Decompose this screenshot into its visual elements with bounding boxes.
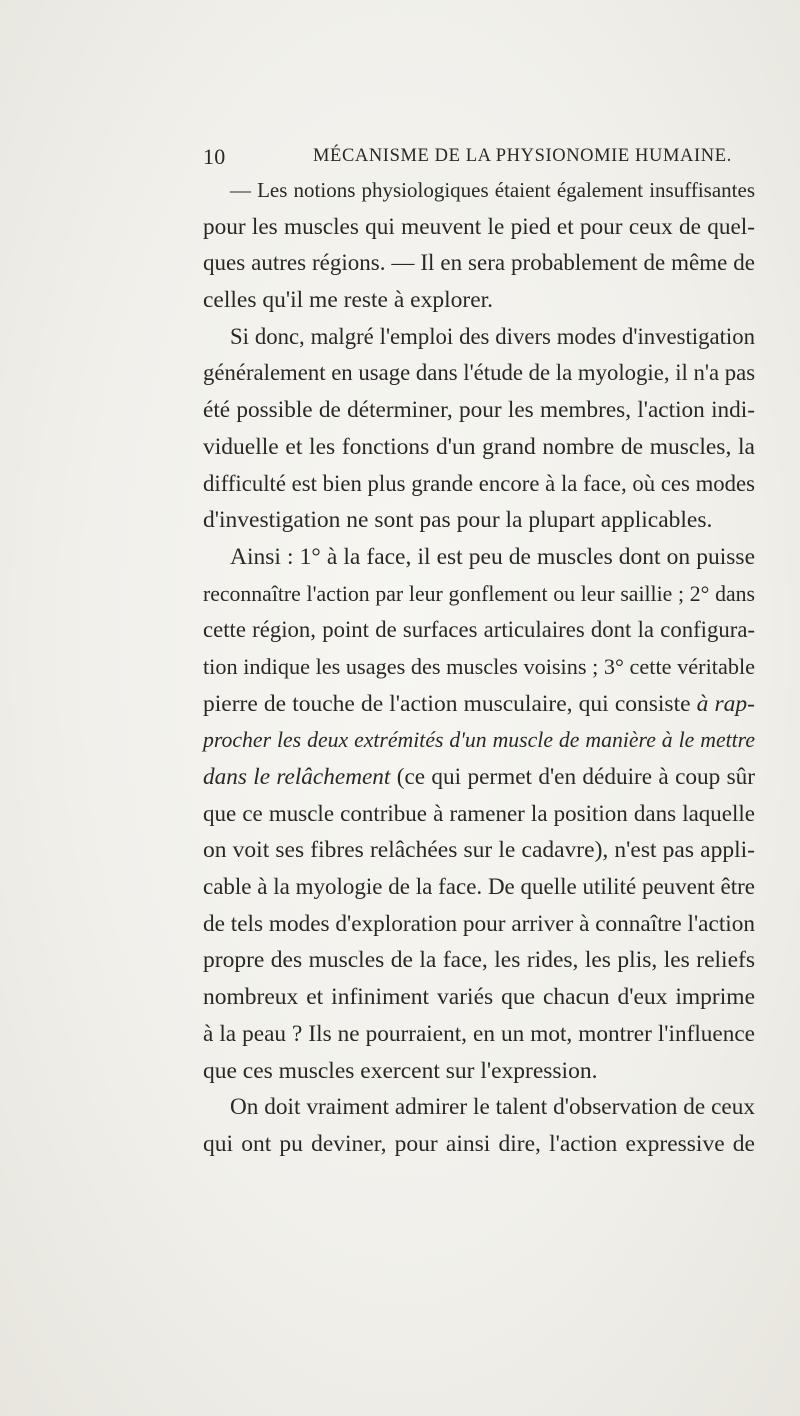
- text-line: nombreux et infiniment variés que chacun d'eux imprime: [203, 984, 755, 1011]
- text-line: Ainsi : 1° à la face, il est peu de muscles dont on puisse: [230, 543, 755, 570]
- text-line: que ces muscles exercent sur l'expression.: [203, 1057, 598, 1084]
- text-line: ques autres régions. — Il en sera probablement de même de: [203, 250, 755, 276]
- page-header: [203, 140, 755, 170]
- running-title: MÉCANISME DE LA PHYSIONOMIE HUMAINE.: [313, 146, 732, 166]
- text-line: [203, 686, 755, 723]
- text-line-roman: (ce qui permet d'en déduire à coup sûr: [396, 764, 756, 790]
- text-line: cable à la myologie de la face. De quelle utilité peuvent être: [203, 874, 755, 900]
- text-line: difficulté est bien plus grande encore à la face, où ces modes: [203, 470, 755, 496]
- text-line: été possible de déterminer, pour les membres, l'action indi-: [203, 397, 755, 424]
- text-line: que ce muscle contribue à ramener la position dans laquelle: [203, 800, 755, 826]
- text-line: à la peau ? Ils ne pourraient, en un mot, montrer l'influence: [203, 1020, 755, 1047]
- body-text: [203, 172, 755, 1163]
- text-line-italic: procher les deux extrémités d'un muscle de manière à le mettre: [203, 728, 755, 753]
- text-line-italic: à rap-: [696, 690, 755, 717]
- text-line: qui ont pu deviner, pour ainsi dire, l'action expressive de: [203, 1130, 755, 1157]
- text-line: d'investigation ne sont pas pour la plupart applicables.: [203, 507, 713, 534]
- text-line: généralement en usage dans l'étude de la myologie, il n'a pas: [203, 360, 756, 386]
- text-line: On doit vraiment admirer le talent d'observation de ceux: [230, 1094, 755, 1121]
- text-line: on voit ses fibres relâchées sur le cadavre), n'est pas appli-: [203, 837, 755, 864]
- text-line: reconnaître l'action par leur gonflement ou leur saillie ; 2° dans: [203, 581, 755, 606]
- text-line-roman: pierre de touche de l'action musculaire, qui consiste: [203, 690, 691, 717]
- text-line: viduelle et les fonctions d'un grand nombre de muscles, la: [203, 433, 755, 460]
- text-line: propre des muscles de la face, les rides, les plis, les reliefs: [203, 947, 755, 974]
- text-line: tion indique les usages des muscles voisins ; 3° cette véritable: [203, 653, 755, 679]
- page-number: 10: [203, 144, 226, 169]
- text-line: [203, 759, 755, 796]
- text-line: — Les notions physiologiques étaient également insuffisantes: [230, 178, 755, 202]
- text-line: celles qu'il me reste à explorer.: [203, 287, 494, 314]
- text-line-italic: dans le relâchement: [203, 764, 391, 790]
- text-line: Si donc, malgré l'emploi des divers modes d'investigation: [230, 323, 755, 349]
- text-line: cette région, point de surfaces articulaires dont la configura-: [203, 617, 755, 643]
- text-line: pour les muscles qui meuvent le pied et pour ceux de quel-: [203, 213, 755, 240]
- text-line: de tels modes d'exploration pour arriver à connaître l'action: [203, 910, 755, 937]
